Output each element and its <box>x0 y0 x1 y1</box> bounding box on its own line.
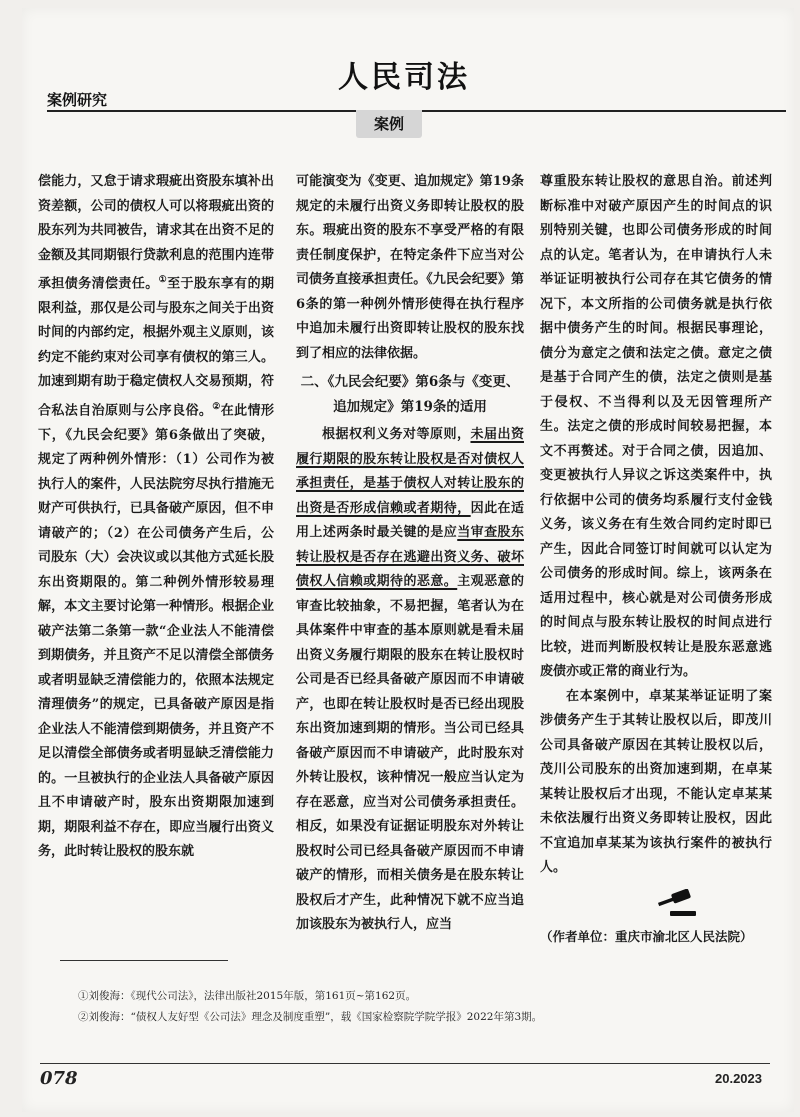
text-run: 根据权利义务对等原则， <box>322 427 471 442</box>
case-tab-label: 案例 <box>373 115 404 133</box>
text-run: 在此情形下，《九民会纪要》第6条做出了突破，规定了两种例外情形：（1）公司作为被执行人的案件，人民法院穷尽执行措施无财产可供执行，已具备破产原因，但不申请破产的；（2）在公司债务产生后，公司股东（大）会决议或以其他方式延长股东出资期限的。第二种例外情形较易理解，本文主要讨论第一种情形。根据企业破产法第二条第一款“企业法人不能清偿到期债务，并且资产不足以清偿全部债务或者明显缺乏清偿能力的，依照本法规定清理债务”的规定，已具备破产原因是指企业法人不能清偿到期债务，并且资产不足以清偿全部债务或者明显缺乏清偿能力的。一旦被执行的企业法人具备破产原因且不申请破产时，股东出资期限加速到期，期限利益不存在，即应当履行出资义务，此时转让股权的股东就 <box>38 403 274 860</box>
article-column-2 <box>296 170 524 938</box>
page-number: 078 <box>40 1068 78 1089</box>
article-column-1 <box>38 170 274 865</box>
paragraph: 在本案例中，卓某某举证证明了案涉债务产生于其转让股权以后，即茂川公司具备破产原因在其转让股权以后，茂川公司股东的出资加速到期，在卓某某转让股权后才出现，不能认定卓某某未依法履行出资义务即转让股权，因此不宜追加卓某某为该执行案件的被执行人。 <box>540 688 772 875</box>
article-column-3 <box>540 170 772 949</box>
text-run: 偿能力，又怠于请求瑕疵出资股东填补出资差额，公司的债权人可以将瑕疵出资的股东列为共同被告，请求其在出资不足的金额及其同期银行贷款利息的范围内连带承担债务清偿责任。 <box>38 174 274 292</box>
footnote-1: ①刘俊海：《现代公司法》，法律出版社2015年版，第161页~第162页。 <box>78 990 417 1002</box>
section-label: 案例研究 <box>47 91 108 109</box>
underlined-text: 当审查股东转让股权是否存在逃避出资义务、破坏债权人信赖或期待的恶意。 <box>296 525 524 589</box>
underlined-text: 未届出资履行期限的股东转让股权是否对债权人承担责任，是基于债权人对转让股东的出资是否形成信赖或者期待， <box>296 427 524 516</box>
text-run: 主观恶意的审查比较抽象，不易把握，笔者认为在具体案件中审查的基本原则就是看未届出资义务履行期限的股东在转让股权时公司是否已经具备破产原因而不申请破产，也即在转让股权时是否已经出现股东出资加速到期的情形。当公司已经具备破产原因而不申请破产，此时股东对外转让股权，该种情况一般应当认定为存在恶意，应当对公司债务承担责任。相反，如果没有证据证明股东对外转让股权时公司已经具备破产原因而不申请破产的情形，而相关债务是在股东转让股权后才产生，此种情况下就不应当追加该股东为被执行人，应当 <box>296 574 524 932</box>
paragraph <box>38 170 274 865</box>
issue-number: 20.2023 <box>715 1071 762 1086</box>
footnote-ref-2: ② <box>212 401 221 412</box>
gavel-icon <box>650 889 700 919</box>
text-run: 因此在适用上述两条时最关键的是应 <box>296 500 524 540</box>
footnote-divider <box>60 960 228 961</box>
paragraph <box>296 423 524 938</box>
text-run: 至于股东享有的期限利益，那仅是公司与股东之间关于出资时间的内部约定，根据外观主义原则，该约定不能约束对公司享有债权的第三人。加速到期有助于稳定债权人交易预期，符合私法自治原则与公序良俗。 <box>38 276 274 419</box>
footnotes <box>78 986 542 1028</box>
footer-divider <box>40 1063 770 1064</box>
paragraph: 可能演变为《变更、追加规定》第19条规定的未履行出资义务即转让股权的股东。瑕疵出资的股东不享受严格的有限责任制度保护，在特定条件下应当对公司债务直接承担责任。《九民会纪要》第6条的第一种例外情形使得在执行程序中追加未履行出资即转让股权的股东找到了相应的法律依据。 <box>296 174 524 361</box>
journal-title: 人民司法 <box>338 60 470 95</box>
section-heading: 二、《九民会纪要》第6条与《变更、追加规定》第19条的适用 <box>300 374 520 415</box>
footnote-ref-1: ① <box>158 275 168 285</box>
paragraph: 尊重股东转让股权的意思自治。前述判断标准中对破产原因产生的时间点的识别特别关键，也即公司债务形成的时间点的认定。笔者认为，在申请执行人未举证证明被执行公司存在其它债务的情况下，本文所指的公司债务就是执行依据中债务产生的时间。根据民事理论，债分为意定之债和法定之债。意定之债是基于合同产生的债，法定之债则是基于侵权、不当得利以及无因管理所产生。法定之债的形成时间较易把握，本文不再赘述。对于合同之债，因追加、变更被执行人异议之诉这类案件中，执行依据中公司的债务均系履行支付金钱义务，该义务在有生效合同约定时即已产生，因此合同签订时间就可以认定为公司债务的形成时间。综上，该两条在适用过程中，核心就是对公司债务形成的时间点与股东转让股权的时间点进行比较，进而判断股权转让是股东恶意逃废债亦或正常的商业行为。 <box>540 174 772 679</box>
footnote-2: ②刘俊海：“债权人友好型《公司法》理念及制度重塑”，载《国家检察院学院学报》2022年第3期。 <box>78 1011 543 1023</box>
author-affiliation: （作者单位：重庆市渝北区人民法院） <box>540 928 753 944</box>
case-tab <box>356 110 422 138</box>
